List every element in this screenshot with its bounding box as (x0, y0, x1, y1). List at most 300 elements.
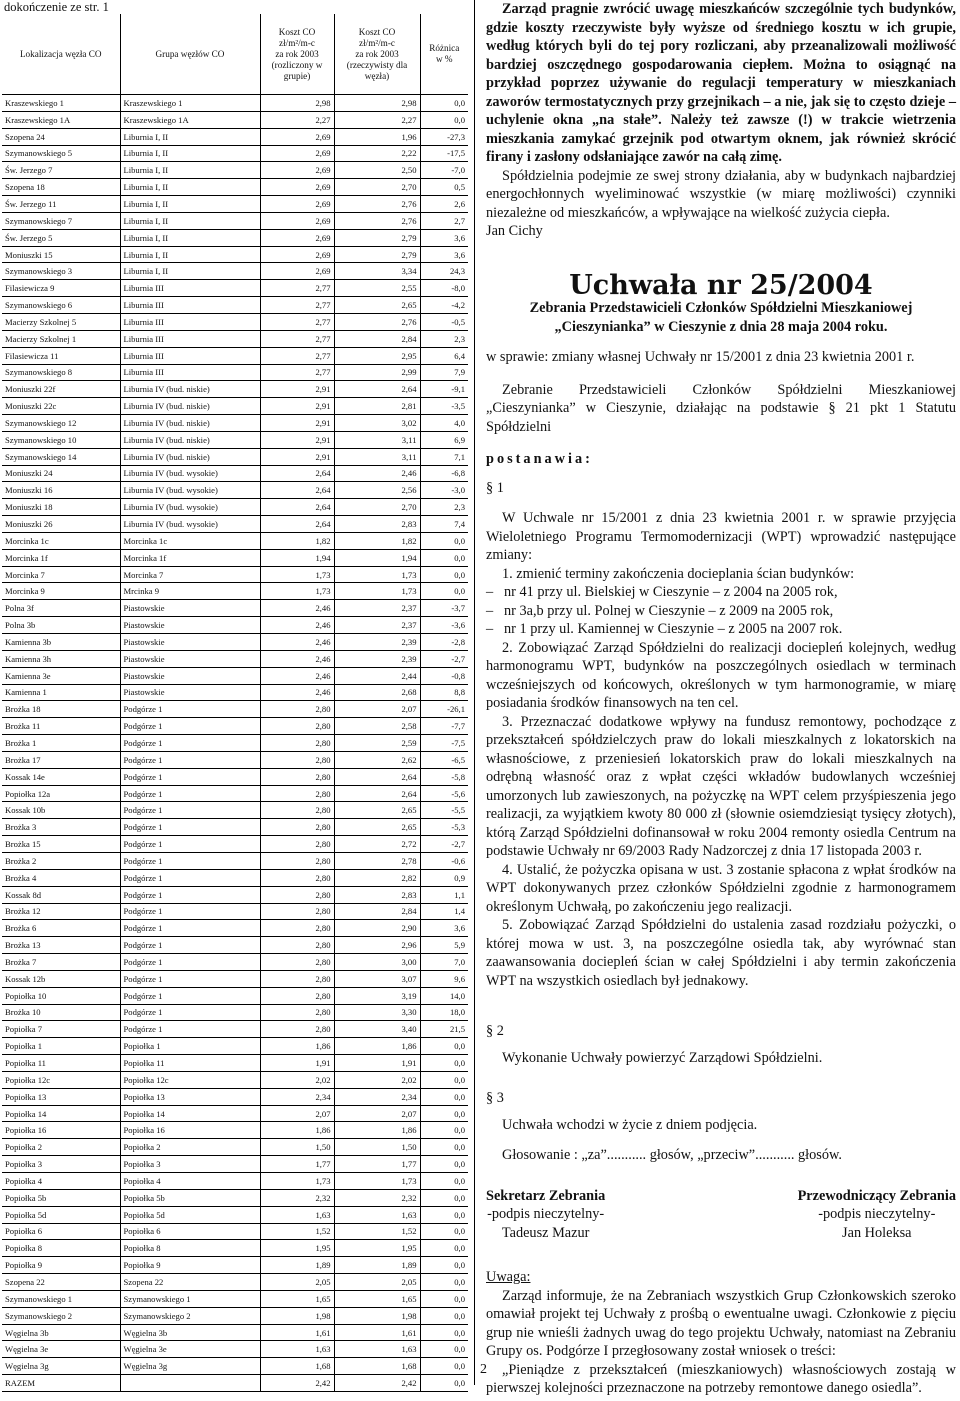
cell-cost-real: 1,96 (334, 128, 420, 145)
table-row (2, 903, 468, 920)
cell-cost-real: 3,02 (334, 415, 420, 432)
cell-cost-real: 3,00 (334, 954, 420, 971)
cell-difference: 0,0 (420, 566, 468, 583)
cell-location: Kraszewskiego 1 (2, 95, 120, 112)
cell-group: Liburnia I, II (120, 246, 260, 263)
cell-difference: 0,0 (420, 549, 468, 566)
cell-cost-calculated: 2,80 (260, 785, 334, 802)
table-row (2, 667, 468, 684)
cell-location: Kossak 10b (2, 802, 120, 819)
cell-location: Morcinka 1c (2, 532, 120, 549)
cell-cost-real: 2,59 (334, 735, 420, 752)
table-row (2, 768, 468, 785)
cell-group: Podgórze 1 (120, 954, 260, 971)
table-row (2, 1257, 468, 1274)
cell-cost-real: 1,63 (334, 1206, 420, 1223)
cell-group: Podgórze 1 (120, 802, 260, 819)
cell-difference: 3,6 (420, 920, 468, 937)
cell-cost-calculated: 2,46 (260, 600, 334, 617)
article-intro: Zarząd pragnie zwrócić uwagę mieszkańców szczególnie tych budynków, gdzie koszty rzeczywiste były wyższe od średniego kosztu w ich grupie, według których byli do tej pory rozliczani, aby przeanalizowali możliwość bardziej oszczędnego gospodarowania ciepłem. Można to osiągnąć na przykład poprzez używanie do regulacji temperatury w mieszkaniach zaworów termostatycznych przy grzejnikach – a nie, jak się to często dzieje – uchylenie okna „na stałe”. Należy też zawsze (!) w trakcie wietrzenia mieszkania zamykać grzejnik pod otwartym oknem, jak również skrócić firany i zasłony odsłaniające zawór na całą zimę. (486, 1, 956, 165)
cell-group: Liburnia IV (bud. wysokie) (120, 499, 260, 516)
cell-cost-real: 2,76 (334, 212, 420, 229)
table-row (2, 532, 468, 549)
cell-cost-calculated: 2,91 (260, 381, 334, 398)
cell-difference: 0,0 (420, 1038, 468, 1055)
signature-chair (798, 1187, 956, 1243)
section-1-heading: § 1 (486, 479, 504, 496)
cell-group: Węgielna 3g (120, 1358, 260, 1375)
cell-cost-real: 2,37 (334, 617, 420, 634)
section-1-item-3: 3. Przeznaczać dodatkowe wpływy na fundusz remontowy, pochodzące z przekształceń spółdzielczych praw do lokali mieszkalnych z lokatorskich na własnościowe, z przeniesień lokatorskich praw do lokali mieszkalnych na odrębną własność oraz z wpłat części wkładów budowlanych wcześniej umorzonych lub zawieszonych, na pożyczkę na WPT celem przyśpieszenia jego realizacji, za wyjątkiem kwoty 80 000 zł (słownie osiemdziesiąt tysięcy złotych), którą Zarząd Spółdzielni dofinansował w roku 2004 remonty osiedla Centrum na podstawie Uchwały nr 69/2003 Rady Nadzorczej z dnia 17 listopada 2003 r. (486, 713, 956, 859)
cell-location: Szymanowskiego 10 (2, 431, 120, 448)
table-row (2, 1088, 468, 1105)
cell-cost-real: 3,30 (334, 1004, 420, 1021)
cell-cost-real: 2,65 (334, 297, 420, 314)
cell-group: Szopena 22 (120, 1274, 260, 1291)
cell-location: Szopena 24 (2, 128, 120, 145)
cell-location: Morcinka 9 (2, 583, 120, 600)
cell-cost-real: 2,78 (334, 852, 420, 869)
cell-difference: 0,0 (420, 583, 468, 600)
cell-group (120, 1375, 260, 1392)
cell-cost-calculated: 2,98 (260, 95, 334, 112)
cell-group: Kraszewskiego 1A (120, 111, 260, 128)
cell-location: Węgielna 3g (2, 1358, 120, 1375)
section-1-dash-item: – nr 3a,b przy ul. Polnej w Cieszynie – z 2009 na 2005 rok, (486, 602, 956, 621)
cell-location: Moniuszki 22c (2, 398, 120, 415)
cell-cost-calculated: 2,77 (260, 313, 334, 330)
cell-cost-calculated: 2,69 (260, 196, 334, 213)
cell-group: Podgórze 1 (120, 852, 260, 869)
section-2-heading: § 2 (486, 1023, 504, 1039)
cell-cost-real: 2,05 (334, 1274, 420, 1291)
cell-difference: 3,6 (420, 229, 468, 246)
cell-cost-real: 2,50 (334, 162, 420, 179)
cell-cost-real: 3,34 (334, 263, 420, 280)
cell-cost-calculated: 2,64 (260, 516, 334, 533)
resolution-decides: postanawia: (486, 451, 593, 467)
cell-cost-calculated: 2,91 (260, 431, 334, 448)
cell-location: Popiołka 4 (2, 1173, 120, 1190)
cell-group: Morcinka 1f (120, 549, 260, 566)
cell-cost-calculated: 2,32 (260, 1189, 334, 1206)
cell-group: Popiołka 16 (120, 1122, 260, 1139)
cell-difference: 6,9 (420, 431, 468, 448)
cell-difference: 0,0 (420, 1341, 468, 1358)
cell-cost-calculated: 2,69 (260, 145, 334, 162)
cell-difference: 0,0 (420, 1088, 468, 1105)
cell-difference: -26,1 (420, 701, 468, 718)
cell-cost-calculated: 2,80 (260, 920, 334, 937)
cell-cost-real: 1,77 (334, 1156, 420, 1173)
table-row (2, 1055, 468, 1072)
cell-location: Kamienna 1 (2, 684, 120, 701)
cell-difference: -5,6 (420, 785, 468, 802)
cell-group: Popiołka 6 (120, 1223, 260, 1240)
table-row (2, 465, 468, 482)
header-line: (rzeczywisty dla (346, 59, 408, 70)
cell-cost-calculated: 2,46 (260, 667, 334, 684)
cell-group: Popiołka 3 (120, 1156, 260, 1173)
cell-cost-real: 2,99 (334, 364, 420, 381)
cell-cost-calculated: 2,69 (260, 179, 334, 196)
cell-difference: 6,4 (420, 347, 468, 364)
cell-cost-calculated: 1,94 (260, 549, 334, 566)
table-row (2, 600, 468, 617)
cell-location: RAZEM (2, 1375, 120, 1392)
section-3-text: Uchwała wchodzi w życie z dniem podjęcia. (502, 1116, 758, 1133)
cell-cost-real: 1,50 (334, 1139, 420, 1156)
cell-cost-real: 2,96 (334, 937, 420, 954)
cell-group: Liburnia IV (bud. wysokie) (120, 465, 260, 482)
cell-location: Popiołka 13 (2, 1088, 120, 1105)
table-row (2, 1341, 468, 1358)
cell-difference: 7,9 (420, 364, 468, 381)
signature-note: -podpis nieczytelny- (818, 1206, 936, 1222)
cell-cost-calculated: 2,07 (260, 1105, 334, 1122)
cell-group: Podgórze 1 (120, 819, 260, 836)
cell-cost-calculated: 1,77 (260, 1156, 334, 1173)
cell-group: Podgórze 1 (120, 751, 260, 768)
cell-cost-calculated: 1,68 (260, 1358, 334, 1375)
cell-location: Brożka 18 (2, 701, 120, 718)
cell-group: Liburnia IV (bud. niskie) (120, 381, 260, 398)
table-row (2, 549, 468, 566)
cell-cost-real: 2,65 (334, 802, 420, 819)
cell-cost-calculated: 2,80 (260, 718, 334, 735)
cell-cost-calculated: 2,80 (260, 735, 334, 752)
cell-cost-calculated: 1,63 (260, 1341, 334, 1358)
table-row (2, 1189, 468, 1206)
table-row (2, 735, 468, 752)
note-text: Zarząd informuje, że na Zebraniach wszystkich Grup Członkowskich szeroko omawiał projekt tej Uchwały z prośbą o ewentualne uwagi. Członkowie z pięciu grup nie wnieśli żadnych uwag do tego projektu Uchwały, natomiast na Zebraniu Grupy os. Podgórze I przegłosowany został wniosek o treści: (486, 1287, 956, 1359)
cell-cost-real: 2,39 (334, 650, 420, 667)
table-row (2, 415, 468, 432)
cell-cost-calculated: 2,80 (260, 903, 334, 920)
cell-cost-calculated: 1,52 (260, 1223, 334, 1240)
header-line: węzła) (364, 70, 390, 81)
section-1-dash-item: – nr 1 przy ul. Kamiennej w Cieszynie – z 2005 na 2007 rok. (486, 620, 956, 639)
table-row (2, 920, 468, 937)
header-line: zł/m²/m-c (359, 37, 395, 48)
cell-cost-real: 3,07 (334, 970, 420, 987)
cell-cost-real: 2,83 (334, 886, 420, 903)
cell-difference: 0,0 (420, 1156, 468, 1173)
cell-location: Popiołka 11 (2, 1055, 120, 1072)
cell-group: Liburnia I, II (120, 229, 260, 246)
cell-group: Popiołka 2 (120, 1139, 260, 1156)
table-row (2, 499, 468, 516)
cell-location: Popiołka 9 (2, 1257, 120, 1274)
cell-group: Liburnia I, II (120, 263, 260, 280)
cell-cost-real: 3,40 (334, 1021, 420, 1038)
cell-cost-calculated: 2,69 (260, 263, 334, 280)
cell-location: Popiołka 12c (2, 1071, 120, 1088)
cell-location: Kossak 12b (2, 970, 120, 987)
cell-difference: -6,8 (420, 465, 468, 482)
cell-cost-calculated: 2,80 (260, 819, 334, 836)
table-row (2, 1139, 468, 1156)
cell-cost-calculated: 2,80 (260, 852, 334, 869)
cell-cost-real: 2,56 (334, 482, 420, 499)
cell-cost-calculated: 1,61 (260, 1324, 334, 1341)
table-row (2, 751, 468, 768)
cell-location: Szymanowskiego 14 (2, 448, 120, 465)
cell-cost-real: 2,64 (334, 785, 420, 802)
cell-cost-calculated: 1,73 (260, 566, 334, 583)
cell-difference: -0,8 (420, 667, 468, 684)
cell-location: Popiołka 5b (2, 1189, 120, 1206)
cell-cost-real: 2,70 (334, 179, 420, 196)
section-1-dash-item: – nr 41 przy ul. Bielskiej w Cieszynie – z 2004 na 2005 rok, (486, 583, 956, 602)
cell-cost-calculated: 2,69 (260, 212, 334, 229)
cell-difference: 1,4 (420, 903, 468, 920)
cell-group: Podgórze 1 (120, 735, 260, 752)
cell-cost-real: 2,64 (334, 381, 420, 398)
cell-difference: -0,5 (420, 313, 468, 330)
cell-cost-real: 1,68 (334, 1358, 420, 1375)
header-cost-calculated (260, 14, 334, 95)
cell-difference: 18,0 (420, 1004, 468, 1021)
cell-cost-calculated: 2,27 (260, 111, 334, 128)
cell-group: Liburnia III (120, 364, 260, 381)
table-row (2, 111, 468, 128)
signature-name: Tadeusz Mazur (501, 1224, 590, 1241)
table-row (2, 128, 468, 145)
cell-cost-real: 2,07 (334, 701, 420, 718)
cell-location: Moniuszki 18 (2, 499, 120, 516)
cell-cost-calculated: 2,46 (260, 634, 334, 651)
page-number: 2 (480, 1362, 487, 1377)
cell-difference: -2,7 (420, 836, 468, 853)
table-row (2, 162, 468, 179)
signature-role: Przewodniczący Zebrania (797, 1187, 956, 1204)
cell-group: Podgórze 1 (120, 785, 260, 802)
cell-location: Brożka 6 (2, 920, 120, 937)
cell-location: Węgielna 3e (2, 1341, 120, 1358)
cell-cost-real: 1,98 (334, 1307, 420, 1324)
cell-difference: 8,8 (420, 684, 468, 701)
cell-group: Mrcinka 9 (120, 583, 260, 600)
cell-difference: 0,0 (420, 111, 468, 128)
cell-cost-real: 3,11 (334, 448, 420, 465)
cell-cost-real: 2,70 (334, 499, 420, 516)
cell-cost-real: 1,89 (334, 1257, 420, 1274)
cell-difference: -4,2 (420, 297, 468, 314)
cell-group: Popiołka 13 (120, 1088, 260, 1105)
cell-location: Św. Jerzego 7 (2, 162, 120, 179)
cell-difference: -3,6 (420, 617, 468, 634)
cell-location: Morcinka 1f (2, 549, 120, 566)
cell-group: Liburnia IV (bud. niskie) (120, 431, 260, 448)
cell-difference: 0,0 (420, 1290, 468, 1307)
cell-location: Popiołka 1 (2, 1038, 120, 1055)
cell-group: Liburnia IV (bud. niskie) (120, 415, 260, 432)
cell-cost-calculated: 2,80 (260, 970, 334, 987)
cell-cost-calculated: 2,91 (260, 398, 334, 415)
cell-group: Liburnia IV (bud. wysokie) (120, 516, 260, 533)
table-row (2, 364, 468, 381)
cell-difference: 0,0 (420, 1105, 468, 1122)
header-line: w % (435, 54, 453, 64)
cell-cost-real: 2,32 (334, 1189, 420, 1206)
cell-group: Liburnia I, II (120, 212, 260, 229)
cell-group: Popiołka 11 (120, 1055, 260, 1072)
section-2-text: Wykonanie Uchwały powierzyć Zarządowi Spółdzielni. (502, 1049, 823, 1066)
cell-location: Kamienna 3b (2, 634, 120, 651)
cell-cost-calculated: 2,64 (260, 499, 334, 516)
cell-group: Liburnia III (120, 330, 260, 347)
cell-group: Popiołka 5d (120, 1206, 260, 1223)
cell-difference: 7,1 (420, 448, 468, 465)
cell-group: Podgórze 1 (120, 920, 260, 937)
cell-location: Brożka 17 (2, 751, 120, 768)
cell-group: Podgórze 1 (120, 768, 260, 785)
table-row (2, 583, 468, 600)
article-paragraph: Spółdzielnia podejmie ze swej strony działania, aby w budynkach najbardziej energochłonnych wyeliminować wszystkie (w miarę możliwości) czynniki niezależne od mieszkańców, a wpływające na wielkość zużycia ciepła. (486, 167, 956, 221)
cell-group: Liburnia IV (bud. wysokie) (120, 482, 260, 499)
section-1-item-1: 1. zmienić terminy zakończenia docieplania ścian budynków: (502, 565, 855, 582)
table-row (2, 482, 468, 499)
cell-cost-calculated: 2,80 (260, 836, 334, 853)
cell-group: Piastowskie (120, 600, 260, 617)
cell-cost-real: 1,61 (334, 1324, 420, 1341)
cell-group: Popiołka 5b (120, 1189, 260, 1206)
table-row (2, 1240, 468, 1257)
cell-difference: 0,0 (420, 1307, 468, 1324)
cell-group: Popiołka 12c (120, 1071, 260, 1088)
cell-cost-calculated: 2,80 (260, 751, 334, 768)
cell-difference: -3,7 (420, 600, 468, 617)
resolution-preamble: Zebranie Przedstawicieli Członków Spółdzielni Mieszkaniowej „Cieszynianka” w Cieszynie, działając na podstawie § 21 pkt 1 Statutu Spółdzielni (486, 381, 956, 435)
cell-location: Popiołka 16 (2, 1122, 120, 1139)
cell-group: Morcinka 7 (120, 566, 260, 583)
cell-location: Filasiewicza 11 (2, 347, 120, 364)
header-group: Grupa węzłów CO (120, 14, 260, 95)
cell-cost-real: 2,76 (334, 196, 420, 213)
cell-cost-real: 2,90 (334, 920, 420, 937)
cell-location: Popiołka 8 (2, 1240, 120, 1257)
cell-group: Piastowskie (120, 650, 260, 667)
cell-cost-calculated: 1,82 (260, 532, 334, 549)
cell-location: Filasiewicza 9 (2, 280, 120, 297)
cell-location: Szymanowskiego 6 (2, 297, 120, 314)
cell-cost-real: 2,46 (334, 465, 420, 482)
cell-cost-calculated: 2,80 (260, 701, 334, 718)
heating-cost-table (2, 14, 468, 1392)
cell-difference: -7,5 (420, 735, 468, 752)
cell-difference: 0,0 (420, 1324, 468, 1341)
table-row (2, 263, 468, 280)
cell-location: Macierzy Szkolnej 1 (2, 330, 120, 347)
cell-location: Moniuszki 24 (2, 465, 120, 482)
cell-difference: 0,0 (420, 1274, 468, 1291)
cell-cost-calculated: 2,80 (260, 937, 334, 954)
cost-table-section (2, 0, 468, 1392)
cell-cost-real: 2,68 (334, 684, 420, 701)
cell-difference: 0,5 (420, 179, 468, 196)
cell-difference: -0,6 (420, 852, 468, 869)
table-row (2, 1358, 468, 1375)
cell-group: Liburnia III (120, 347, 260, 364)
cell-cost-real: 2,22 (334, 145, 420, 162)
cell-cost-calculated: 2,64 (260, 482, 334, 499)
cell-group: Podgórze 1 (120, 1021, 260, 1038)
signatures (486, 1187, 956, 1243)
cell-cost-real: 2,42 (334, 1375, 420, 1392)
cell-location: Brożka 11 (2, 718, 120, 735)
cell-location: Kossak 14e (2, 768, 120, 785)
table-row (2, 701, 468, 718)
cell-location: Szymanowskiego 12 (2, 415, 120, 432)
cell-difference: -5,8 (420, 768, 468, 785)
table-row (2, 145, 468, 162)
cell-difference: 0,0 (420, 1358, 468, 1375)
cell-cost-calculated: 2,69 (260, 128, 334, 145)
signature-note: -podpis nieczytelny- (487, 1206, 605, 1222)
cell-difference: 5,9 (420, 937, 468, 954)
table-row (2, 212, 468, 229)
cell-cost-calculated: 2,77 (260, 297, 334, 314)
table-row (2, 448, 468, 465)
cell-location: Szymanowskiego 8 (2, 364, 120, 381)
cell-cost-calculated: 2,69 (260, 162, 334, 179)
cell-difference: 0,0 (420, 1071, 468, 1088)
cell-cost-real: 2,82 (334, 869, 420, 886)
cell-difference: 0,0 (420, 1122, 468, 1139)
header-line: za rok 2003 (275, 48, 319, 59)
cell-cost-real: 2,65 (334, 819, 420, 836)
cell-cost-calculated: 2,69 (260, 246, 334, 263)
cell-difference: -7,7 (420, 718, 468, 735)
cell-cost-real: 2,98 (334, 95, 420, 112)
cell-location: Polna 3b (2, 617, 120, 634)
cell-location: Kraszewskiego 1A (2, 111, 120, 128)
cell-location: Kamienna 3e (2, 667, 120, 684)
cell-cost-calculated: 2,80 (260, 869, 334, 886)
table-row (2, 937, 468, 954)
cell-cost-calculated: 2,91 (260, 448, 334, 465)
cell-difference: -27,3 (420, 128, 468, 145)
cell-cost-real: 3,11 (334, 431, 420, 448)
cell-difference: 0,0 (420, 1055, 468, 1072)
cell-difference: 14,0 (420, 987, 468, 1004)
table-row (2, 819, 468, 836)
cell-cost-real: 1,82 (334, 532, 420, 549)
cell-location: Brożka 2 (2, 852, 120, 869)
cell-location: Popiołka 5d (2, 1206, 120, 1223)
cell-location: Macierzy Szkolnej 5 (2, 313, 120, 330)
table-row (2, 852, 468, 869)
cell-difference: 0,0 (420, 1139, 468, 1156)
cell-cost-calculated: 2,77 (260, 347, 334, 364)
cell-location: Kossak 8d (2, 886, 120, 903)
cell-cost-real: 2,79 (334, 229, 420, 246)
table-row (2, 431, 468, 448)
table-row (2, 1274, 468, 1291)
cell-cost-calculated: 1,50 (260, 1139, 334, 1156)
header-line: grupie) (283, 70, 311, 81)
cell-group: Podgórze 1 (120, 886, 260, 903)
cell-location: Szymanowskiego 2 (2, 1307, 120, 1324)
cell-difference: -3,5 (420, 398, 468, 415)
header-line: Różnica (429, 43, 460, 53)
cell-difference: -17,5 (420, 145, 468, 162)
cell-location: Brożka 7 (2, 954, 120, 971)
cell-group: Morcinka 1c (120, 532, 260, 549)
cell-cost-real: 2,37 (334, 600, 420, 617)
table-row (2, 634, 468, 651)
